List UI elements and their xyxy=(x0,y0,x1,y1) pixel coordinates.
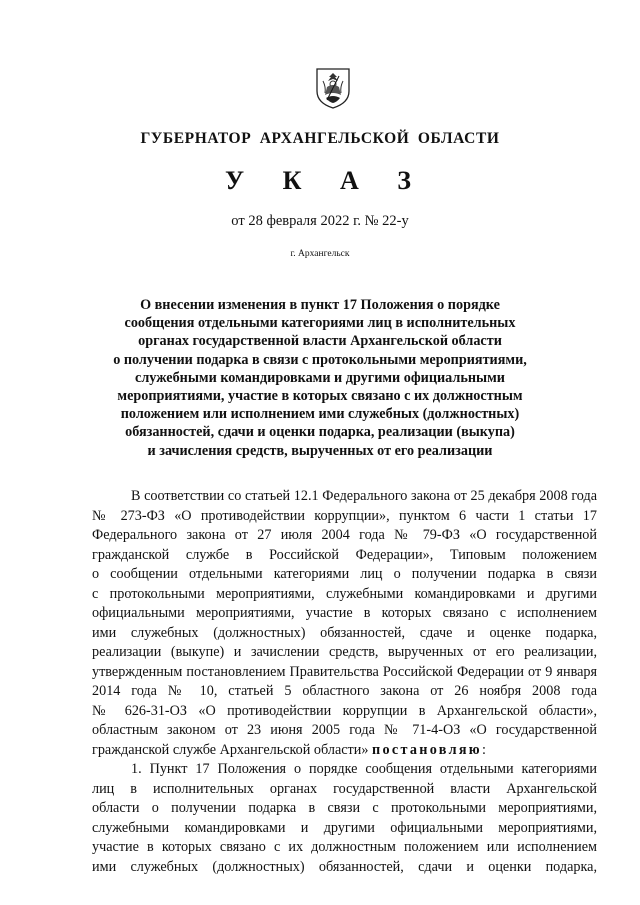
preamble-line: ими служебных (должностных) обязанностей, сдаче и оценке подарка, xyxy=(92,624,597,641)
item-line: области о получении подарка в связи с протокольными мероприятиями, xyxy=(92,800,597,816)
item-line: 1. Пункт 17 Положения о порядке сообщения отдельными категориями xyxy=(131,761,597,777)
issuing-authority: ГУБЕРНАТОР АРХАНГЕЛЬСКОЙ ОБЛАСТИ xyxy=(140,130,500,147)
preamble-closing-line xyxy=(92,741,597,761)
item-line: служебными командировками и другими официальными мероприятиями, xyxy=(92,819,597,836)
preamble-line: официальными мероприятиями, участие в которых связано с исполнением xyxy=(92,605,597,621)
decree-keyword: постановляю xyxy=(371,741,482,758)
title-line: органах государственной власти Архангельской области xyxy=(138,333,502,350)
title-line: служебными командировками и другими официальными xyxy=(135,369,505,386)
title-line: положением или исполнением ими служебных (должностных) xyxy=(120,406,520,423)
preamble-line: В соответствии со статьей 12.1 Федерального закона от 25 декабря 2008 года xyxy=(131,488,597,504)
preamble-line: областным законом от 23 июня 2005 года № 71-4-ОЗ «О государственной xyxy=(92,722,597,738)
preamble-closing-text: гражданской службе Архангельской области» xyxy=(92,741,369,758)
preamble-line: гражданской службе в Российской Федерации», Типовым положением xyxy=(92,546,597,563)
document-type: У К А З xyxy=(225,166,427,195)
title-line: обязанностей, сдачи и оценки подарка, реализации (выкупа) xyxy=(125,424,515,441)
document-body xyxy=(92,487,597,877)
preamble-line: № 626-31-ОЗ «О противодействии коррупции в Архангельской области», xyxy=(92,702,597,719)
preamble-line: реализации (выкупе) и зачислении средств, вырученных от его реализации, xyxy=(92,644,597,660)
preamble-line: Федерального закона от 27 июля 2004 года № 79-ФЗ «О государственной xyxy=(92,527,597,543)
title-line: о получении подарка в связи с протокольными мероприятиями, xyxy=(113,351,527,368)
preamble-line: с протокольными мероприятиями, служебными командировками и другими xyxy=(92,585,597,602)
archangelsk-coat-of-arms-icon xyxy=(315,67,351,109)
preamble-line: утвержденным постановлением Правительства Российской Федерации от 9 января xyxy=(92,663,597,680)
preamble-line: 2014 года № 10, статьей 5 областного закона от 26 ноября 2008 года xyxy=(92,683,597,699)
title-line: и зачисления средств, вырученных от его реализации xyxy=(147,442,493,459)
decree-colon: : xyxy=(481,741,486,758)
preamble-line: о сообщении отдельными категориями лиц о получении подарка в связи xyxy=(92,566,597,582)
document-title xyxy=(100,296,540,460)
item-line: лиц в исполнительных органах государственной власти Архангельской xyxy=(92,780,597,797)
title-line: мероприятиями, участие в которых связано с их должностным xyxy=(117,388,523,405)
preamble-line: № 273-ФЗ «О противодействии коррупции», пунктом 6 части 1 статьи 17 xyxy=(92,507,597,524)
title-line: О внесении изменения в пункт 17 Положения о порядке xyxy=(140,297,500,313)
item-line: ими служебных (должностных) обязанностей, сдачи и оценки подарка, xyxy=(92,858,597,875)
title-line: сообщения отдельными категориями лиц в исполнительных xyxy=(124,315,516,332)
document-date-number: от 28 февраля 2022 г. № 22-у xyxy=(231,213,409,229)
document-place: г. Архангельск xyxy=(290,249,350,259)
item-line: участие в которых связано с их должностным положением или исполнением xyxy=(92,839,597,855)
